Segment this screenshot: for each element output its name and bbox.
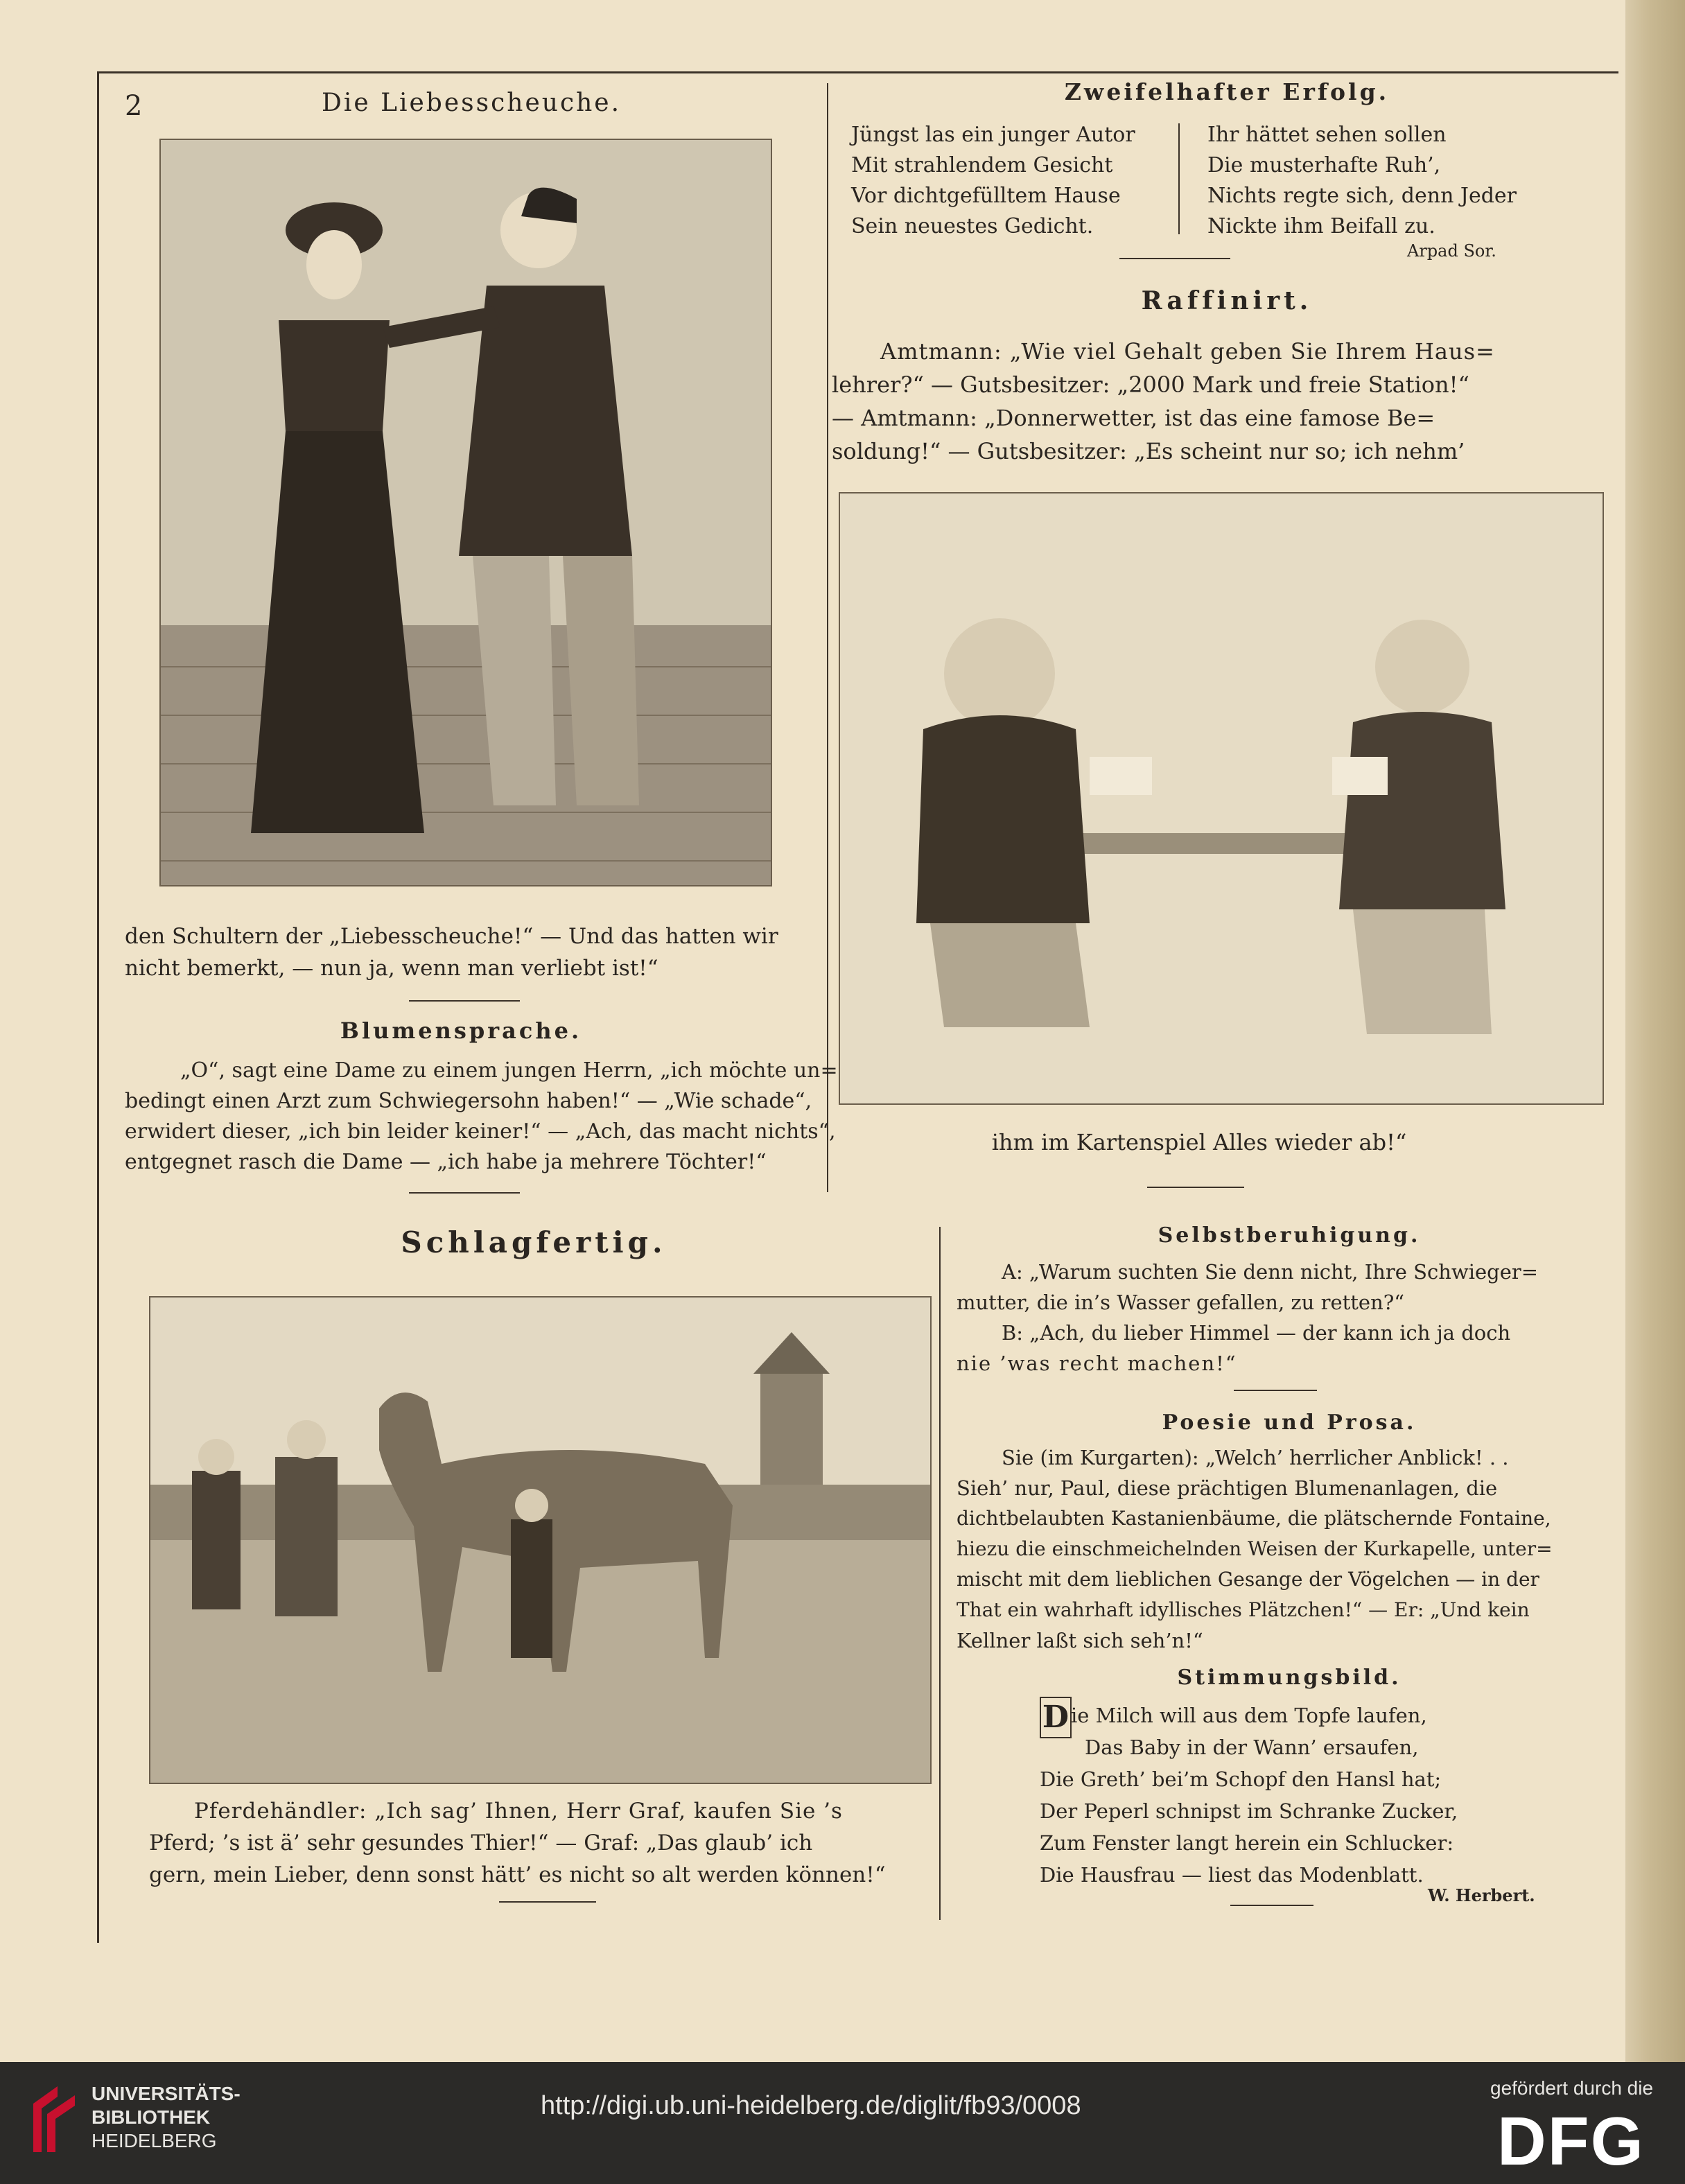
blumen-line-2: bedingt einen Arzt zum Schwiegersohn haben!“ — „Wie schade“, xyxy=(125,1089,812,1113)
separator xyxy=(1234,1390,1317,1391)
separator xyxy=(409,1000,520,1002)
caption-line-2: nicht bemerkt, — nun ja, wenn man verliebt ist!“ xyxy=(125,956,658,981)
raff-line-4: soldung!“ — Gutsbesitzer: „Es scheint nur so; ich nehm’ xyxy=(832,438,1465,464)
raff-line-1: Amtmann: „Wie viel Gehalt geben Sie Ihrem Haus= xyxy=(880,338,1495,365)
blumen-line-3: erwidert dieser, „ich bin leider keiner!“ — „Ach, das macht nichts“, xyxy=(125,1119,836,1144)
column-divider-bottom xyxy=(939,1227,941,1920)
author-w-herbert: W. Herbert. xyxy=(1428,1885,1535,1905)
separator xyxy=(499,1901,596,1903)
title-selbstberuhigung: Selbstberuhigung. xyxy=(1158,1223,1421,1248)
author-arpad-sor: Arpad Sor. xyxy=(1407,241,1496,261)
poesie-line-3: dichtbelaubten Kastanienbäume, die plätschernde Fontaine, xyxy=(957,1507,1551,1530)
title-raffinirt: Raffinirt. xyxy=(1141,286,1313,315)
top-rule xyxy=(97,71,1618,73)
separator xyxy=(1119,258,1230,259)
separator xyxy=(1230,1905,1313,1906)
blumen-line-4: entgegnet rasch die Dame — „ich habe ja mehrere Töchter!“ xyxy=(125,1150,767,1174)
university-logo-icon xyxy=(26,2083,82,2156)
engraving-horse-icon xyxy=(150,1298,930,1783)
selbst-line-2: mutter, die in’s Wasser gefallen, zu retten?“ xyxy=(957,1291,1405,1314)
poem-left-1: Jüngst las ein junger Autor xyxy=(851,123,1135,147)
logo-text-line-2: BIBLIOTHEK xyxy=(91,2106,211,2128)
blumen-line-1: „O“, sagt eine Dame zu einem jungen Herrn, „ich möchte un= xyxy=(180,1058,838,1083)
schlag-line-1: Pferdehändler: „Ich sag’ Ihnen, Herr Graf, kaufen Sie ’s xyxy=(194,1799,843,1824)
illustration-card-players xyxy=(839,492,1604,1105)
permalink-url[interactable]: http://digi.ub.uni-heidelberg.de/diglit/fb93/0008 xyxy=(541,2091,1081,2120)
stimmung-line-3: Die Greth’ bei’m Schopf den Hansl hat; xyxy=(1040,1767,1442,1791)
stimmung-line-6: Die Hausfrau — liest das Modenblatt. xyxy=(1040,1863,1424,1887)
poem-left-3: Vor dichtgefülltem Hause xyxy=(851,184,1121,208)
engraving-card-players-icon xyxy=(840,493,1603,1103)
page-edge xyxy=(1625,0,1685,2062)
drop-cap: D xyxy=(1040,1697,1072,1738)
poem-right-2: Die musterhafte Ruh’, xyxy=(1207,153,1441,177)
title-liebesscheuche: Die Liebesscheuche. xyxy=(321,89,622,117)
title-poesie-und-prosa: Poesie und Prosa. xyxy=(1162,1410,1417,1435)
footer-bar xyxy=(0,2062,1685,2184)
stimmung-line-1: ie Milch will aus dem Topfe laufen, xyxy=(1071,1704,1427,1727)
column-divider-top xyxy=(827,83,828,1192)
poem-right-3: Nichts regte sich, denn Jeder xyxy=(1207,184,1517,208)
poesie-line-5: mischt mit dem lieblichen Gesange der Vögelchen — in der xyxy=(957,1568,1539,1591)
raff-line-2: lehrer?“ — Gutsbesitzer: „2000 Mark und freie Station!“ xyxy=(832,372,1469,398)
poesie-line-4: hiezu die einschmeichelnden Weisen der Kurkapelle, unter= xyxy=(957,1537,1553,1560)
poem-divider xyxy=(1178,123,1180,234)
illustration-horse-dealer xyxy=(149,1296,932,1784)
raff-caption: ihm im Kartenspiel Alles wieder ab!“ xyxy=(991,1129,1407,1155)
sponsor-label: gefördert durch die xyxy=(1490,2077,1654,2099)
logo-text-line-3: HEIDELBERG xyxy=(91,2130,217,2151)
schlag-line-3: gern, mein Lieber, denn sonst hätt’ es nicht so alt werden können!“ xyxy=(149,1862,886,1887)
selbst-line-1: A: „Warum suchten Sie denn nicht, Ihre Schwieger= xyxy=(1002,1260,1539,1284)
stimmung-line-2: Das Baby in der Wann’ ersaufen, xyxy=(1085,1736,1419,1759)
dfg-logo: DFG xyxy=(1497,2103,1645,2179)
left-border xyxy=(97,71,99,1943)
poesie-line-2: Sieh’ nur, Paul, diese prächtigen Blumenanlagen, die xyxy=(957,1476,1498,1500)
engraving-mannequin-icon xyxy=(161,140,771,885)
title-schlagfertig: Schlagfertig. xyxy=(401,1225,667,1259)
poesie-line-6: That ein wahrhaft idyllisches Plätzchen!“ — Er: „Und kein xyxy=(957,1598,1530,1621)
selbst-line-3: B: „Ach, du lieber Himmel — der kann ich ja doch xyxy=(1002,1321,1511,1345)
title-stimmungsbild: Stimmungsbild. xyxy=(1177,1666,1402,1690)
schlag-line-2: Pferd; ’s ist ä’ sehr gesundes Thier!“ — Graf: „Das glaub’ ich xyxy=(149,1831,813,1855)
separator xyxy=(409,1192,520,1194)
title-blumensprache: Blumensprache. xyxy=(340,1017,582,1044)
page-number: 2 xyxy=(125,90,143,122)
logo-text-line-1: UNIVERSITÄTS- xyxy=(91,2083,241,2104)
poem-right-4: Nickte ihm Beifall zu. xyxy=(1207,214,1435,238)
stimmung-line-4: Der Peperl schnipst im Schranke Zucker, xyxy=(1040,1799,1458,1823)
poesie-line-7: Kellner laßt sich seh’n!“ xyxy=(957,1629,1203,1652)
poem-left-4: Sein neuestes Gedicht. xyxy=(851,214,1094,238)
raff-line-3: — Amtmann: „Donnerwetter, ist das eine famose Be= xyxy=(832,405,1435,431)
poem-right-1: Ihr hättet sehen sollen xyxy=(1207,123,1447,147)
illustration-liebesscheuche xyxy=(159,139,772,886)
selbst-line-4: nie ’was recht machen!“ xyxy=(957,1352,1237,1375)
separator xyxy=(1147,1187,1244,1188)
title-zweifelhafter-erfolg: Zweifelhafter Erfolg. xyxy=(1064,78,1390,105)
poem-left-2: Mit strahlendem Gesicht xyxy=(851,153,1113,177)
caption-line-1: den Schultern der „Liebesscheuche!“ — Und das hatten wir xyxy=(125,924,778,949)
poesie-line-1: Sie (im Kurgarten): „Welch’ herrlicher Anblick! . . xyxy=(1002,1446,1509,1469)
stimmung-line-5: Zum Fenster langt herein ein Schlucker: xyxy=(1040,1831,1454,1855)
